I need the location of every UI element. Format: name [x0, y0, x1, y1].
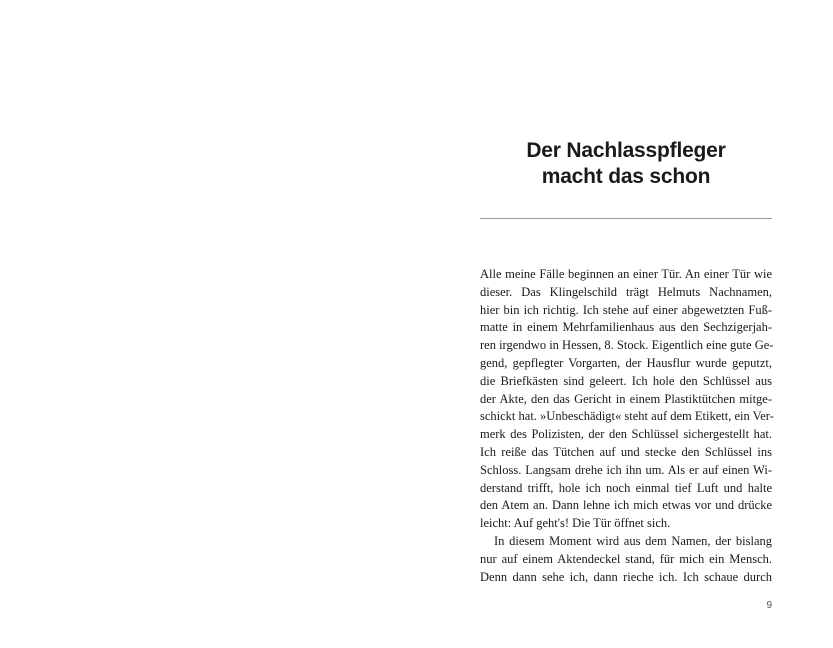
text-line: leicht: Auf geht's! Die Tür öffnet sich. [480, 516, 671, 531]
text-line: hier bin ich richtig. Ich stehe auf einer abgewetzten Fuß- [480, 302, 772, 317]
chapter-title-line: macht das schon [541, 165, 711, 188]
text-line: Denn dann sehe ich, dann rieche ich. Ich schaue durch [480, 569, 772, 584]
text-line: merk des Polizisten, der den Schlüssel sichergestellt hat. [480, 427, 772, 442]
body-text [480, 266, 772, 586]
chapter-title [480, 138, 772, 190]
text-line: die Briefkästen sind geleert. Ich hole den Schlüssel aus [480, 373, 772, 388]
text-line: nur auf einem Aktendeckel stand, für mich ein Mensch. [480, 551, 772, 566]
text-line: Ich reiße das Tütchen auf und stecke den Schlüssel ins [480, 444, 772, 459]
text-line: Schloss. Langsam drehe ich ihn um. Als er auf einen Wi- [480, 462, 772, 477]
text-line: dieser. Das Klingelschild trägt Helmuts Nachnamen, [480, 284, 772, 299]
text-line: gend, gepflegter Vorgarten, der Hausflur wurde geputzt, [480, 355, 772, 370]
paragraph [480, 266, 772, 533]
text-line: ren irgendwo in Hessen, 8. Stock. Eigentlich eine gute Ge- [480, 338, 774, 353]
text-line: In diesem Moment wird aus dem Namen, der bislang [494, 533, 772, 548]
right-page [416, 0, 833, 648]
page-number: 9 [766, 600, 772, 611]
text-line: den Atem an. Dann lehne ich mich etwas vor und drücke [480, 498, 772, 513]
text-line: derstand trifft, hole ich noch einmal tief Luft und halte [480, 480, 772, 495]
title-divider [480, 218, 772, 219]
text-line: matte in einem Mehrfamilienhaus aus den Sechzigerjah- [480, 320, 772, 335]
left-page-blank [0, 0, 416, 648]
text-line: schickt hat. »Unbeschädigt« steht auf dem Etikett, ein Ver- [480, 409, 774, 424]
paragraph [480, 533, 772, 586]
chapter-title-line: Der Nachlasspfleger [526, 139, 726, 162]
text-line: Alle meine Fälle beginnen an einer Tür. An einer Tür wie [480, 267, 772, 281]
text-line: der Akte, den das Gericht in einem Plastiktütchen mitge- [480, 391, 772, 406]
